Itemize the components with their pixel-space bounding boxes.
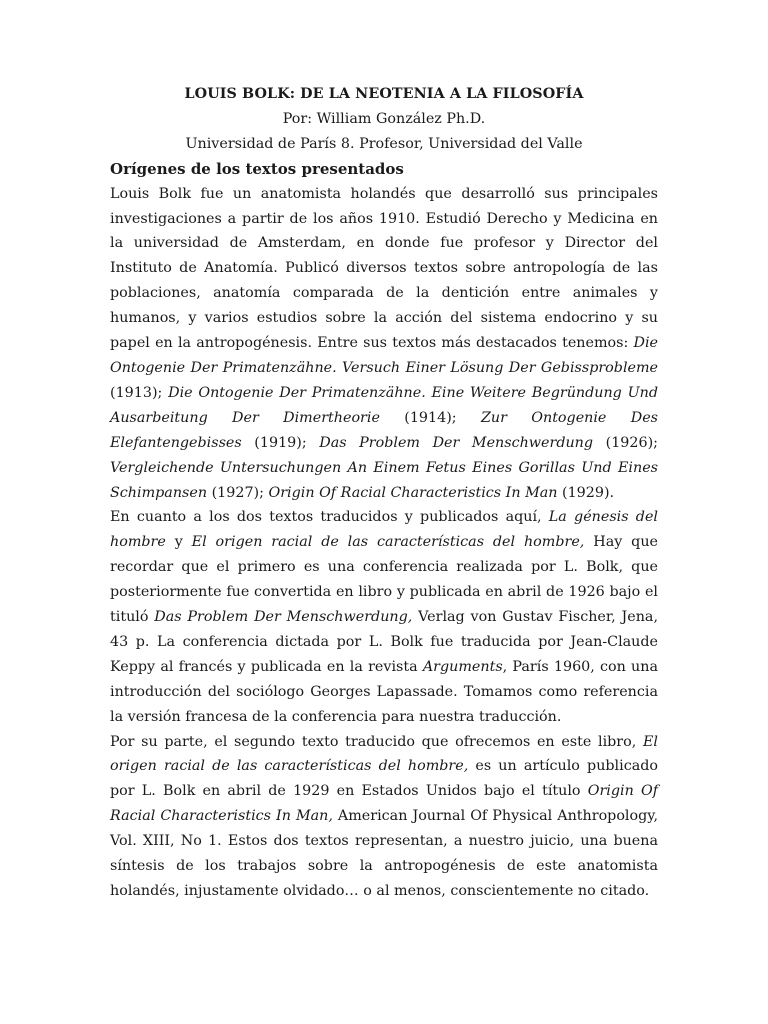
text-run: Louis Bolk fue un anatomista holandés que desarrolló sus principales investigaciones a partir de los años 1910. Estudió Derecho y Medicina en la universidad de Amsterdam, en donde fue profesor y Director del Instituto de Anatomía. Publicó diversos textos sobre antropología de las poblaciones, anatomía comparada de la dentición entre animales y humanos, y varios estudios sobre la acción del sistema endocrino y su papel en la antropogénesis. Entre sus textos más destacados tenemos: [110,185,658,352]
section-heading: Orígenes de los textos presentados [110,159,404,178]
italic-title-run: El origen racial de las características del hombre, [191,534,585,551]
text-run: Hay que recordar que el primero es una conferencia realizada por L. Bolk, que posteriormente fue convertida en libro y publicada en abril de 1926 bajo el tituló [110,534,658,626]
document-author: Por: William González Ph.D. [282,110,486,127]
italic-title-run: Die Ontogenie Der Primatenzähne. Eine Weitere Begründung Und Ausarbeitung Der Dimertheorie [110,384,658,426]
italic-title-run: La génesis del hombre [110,509,658,551]
italic-title-run: Das Problem Der Menschwerdung [319,434,594,451]
italic-title-run: Das Problem Der Menschwerdung, [154,609,413,626]
paragraph-2 [110,505,658,729]
text-run: (1919); [241,434,320,451]
italic-title-run: Arguments [422,658,503,675]
text-run: Verlag von Gustav Fischer, Jena, 43 p. La conferencia dictada por L. Bolk fue traducida por Jean-Claude Keppy al francés y publicada en la revista [110,609,658,675]
text-run: (1926); [593,434,658,451]
italic-title-run: Origin Of Racial Characteristics In Man, [110,783,658,825]
document-body [110,82,658,904]
italic-title-run: Die Ontogenie Der Primatenzähne. Versuch Einer Lösung Der Gebissprobleme [110,335,658,376]
text-run: (1927); [207,484,269,501]
text-run: (1929). [557,484,615,501]
italic-title-run: El origen racial de las características del hombre, [110,733,658,775]
document-title: LOUIS BOLK: DE LA NEOTENIA A LA FILOSOFÍA [184,86,584,102]
italic-title-run: Origin Of Racial Characteristics In Man [268,484,558,501]
text-run: (1913); [110,384,169,401]
italic-title-run: Vergleichende Untersuchungen An Einem Fetus Eines Gorillas Und Eines Schimpansen [110,459,658,501]
paragraph-3 [110,730,658,904]
text-run: es un artículo publicado por L. Bolk en abril de 1929 en Estados Unidos bajo el título [110,758,658,800]
text-run: Por su parte, el segundo texto traducido que ofrecemos en este libro, [110,733,643,750]
document-affiliation: Universidad de París 8. Profesor, Universidad del Valle [185,135,583,152]
text-run: (1914); [379,409,481,426]
text-run: American Journal Of Physical Anthropology, Vol. XIII, No 1. Estos dos textos representan, a nuestro juicio, una buena síntesis de los trabajos sobre la antropogénesis de este anatomista holandés, injustamente olvidado… o al menos, conscientemente no citado. [110,808,658,899]
text-run: y [165,534,192,551]
paragraph-1 [110,182,658,506]
italic-title-run: Zur Ontogenie Des Elefantengebisses [110,409,658,451]
text-run: En cuanto a los dos textos traducidos y publicados aquí, [110,509,549,526]
text-run: , París 1960, con una introducción del sociólogo Georges Lapassade. Tomamos como referencia la versión francesa de la conferencia para nuestra traducción. [110,658,658,725]
